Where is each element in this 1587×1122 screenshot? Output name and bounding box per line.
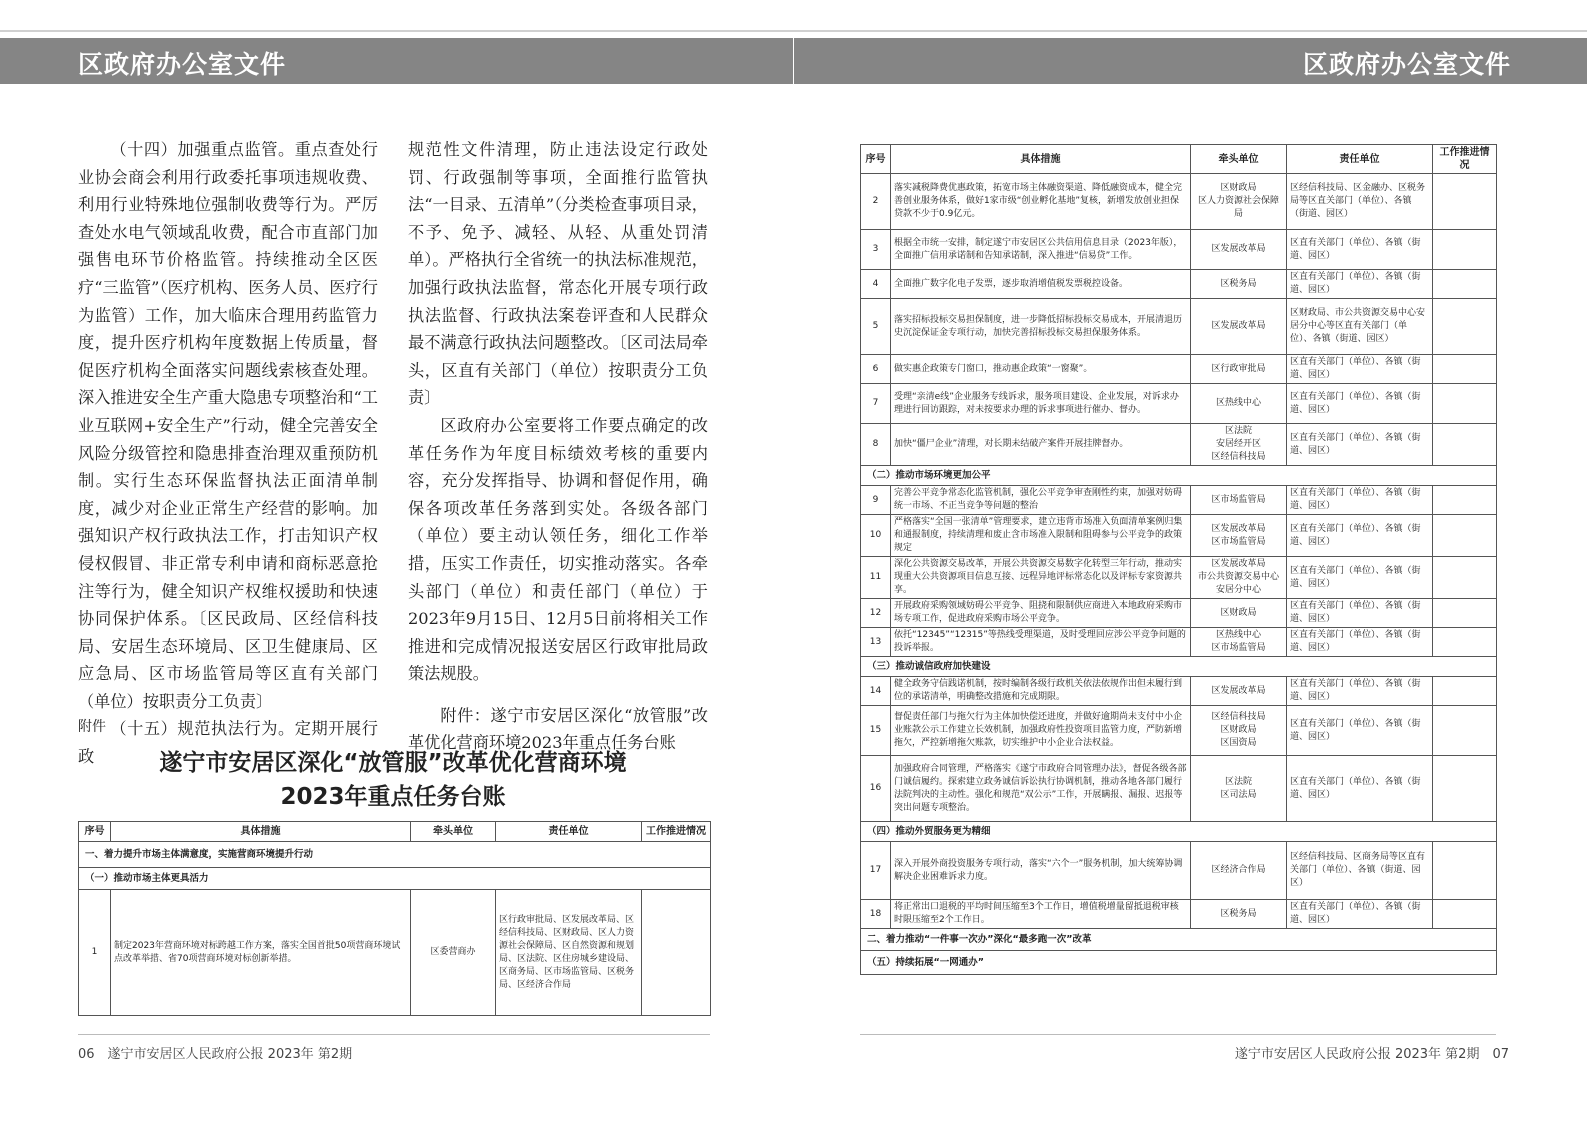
table-header-row [79, 822, 711, 842]
footer-rule-left [78, 1034, 710, 1035]
attachment-note: 附件：遂宁市安居区深化“放管服”改革优化营商环境2023年重点任务台账 [408, 705, 708, 753]
section-row: 一、着力提升市场主体满意度，实施营商环境提升行动 [79, 842, 711, 868]
cell-no: 18 [861, 900, 891, 929]
cell-measure: 健全政务守信践诺机制，按时编制各级行政机关依法依规作出但未履行到位的承诺清单，明确整改措施和完成期限。 [891, 677, 1191, 706]
cell-measure: 受理“亲清e线”企业服务专线诉求，服务项目建设、企业发展，对诉求办理进行回访跟踪，对未按要求办理的诉求事项进行催办、督办。 [891, 384, 1191, 424]
cell-no: 4 [861, 270, 891, 299]
table-row [861, 677, 1497, 706]
cell-lead: 区税务局 [1191, 270, 1287, 299]
cell-no: 5 [861, 299, 891, 355]
table-row [861, 706, 1497, 756]
table-row [861, 299, 1497, 355]
cell-measure: 落实招标投标交易担保制度，进一步降低招标投标交易成本，开展清退历史沉淀保证金专项行动，加快完善招标投标交易担保服务体系。 [891, 299, 1191, 355]
cell-lead: 区市场监管局 [1191, 486, 1287, 515]
cell-progress [1433, 557, 1497, 599]
cell-no: 15 [861, 706, 891, 756]
paragraph-15-cont: 规范性文件清理，防止违法设定行政处罚、行政强制等事项，全面推行监管执法“一目录、五清单”（分类检查事项目录，不予、免予、减轻、从轻、从重处罚清单）。严格执行全省统一的执法标准规范，加强行政执法监督，常态化开展专项行政执法监督、行政执法案卷评查和人民群众最不满意行政执法问题整改。〔区司法局牵头，区直有关部门（单位）按职责分工负责〕 [408, 140, 708, 408]
cell-progress [1433, 174, 1497, 230]
cell-resp: 区直有关部门（单位）、各镇（街道、园区） [1287, 677, 1433, 706]
cell-resp: 区直有关部门（单位）、各镇（街道、园区） [1287, 628, 1433, 657]
cell-resp: 区直有关部门（单位）、各镇（街道、园区） [1287, 706, 1433, 756]
cell-measure: 深化公共资源交易改革，开展公共资源交易数字化转型三年行动，推动实现重大公共资源项目信息互接、远程异地评标常态化以及评标专家资源共享。 [891, 557, 1191, 599]
cell-measure: 督促责任部门与拖欠行为主体加快偿还进度，并做好逾期尚未支付中小企业账款公示工作建立长效机制，加强政府性投资项目监管力度，严防新增拖欠，严控新增拖欠账款，切实维护中小企业合法权益。 [891, 706, 1191, 756]
table-row [861, 486, 1497, 515]
cell-no: 7 [861, 384, 891, 424]
footer-left: 06 遂宁市安居区人民政府公报 2023年 第2期 [78, 1047, 353, 1062]
cell-no: 6 [861, 355, 891, 384]
cell-progress [1433, 706, 1497, 756]
table-row [861, 270, 1497, 299]
footer-right: 遂宁市安居区人民政府公报 2023年 第2期 07 [1234, 1047, 1509, 1062]
subsection-row: 二、着力推动“一件事一次办”深化“最多跑一次”改革 [861, 929, 1497, 951]
table-row [861, 842, 1497, 900]
cell-measure: 严格落实“全国一张清单”管理要求，建立违背市场准入负面清单案例归集和通报制度，持续清理和废止含市场准入限制和阻碍参与公平竞争的政策规定 [891, 515, 1191, 557]
cell-lead: 区财政局 区人力资源社会保障局 [1191, 174, 1287, 230]
cell-resp: 区直有关部门（单位）、各镇（街道、园区） [1287, 515, 1433, 557]
cell-no: 10 [861, 515, 891, 557]
subsection-row: （二）推动市场环境更加公平 [861, 466, 1497, 486]
cell-resp: 区行政审批局、区发展改革局、区经信科技局、区财政局、区人力资源社会保障局、区自然资源和规划局、区法院、区住房城乡建设局、区商务局、区市场监管局、区税务局、区经济合作局 [496, 890, 642, 1016]
attachment-label: 附件 [78, 719, 106, 735]
right-task-table [860, 144, 1497, 975]
cell-lead: 区热线中心 区市场监管局 [1191, 628, 1287, 657]
table-row [861, 599, 1497, 628]
cell-measure: 加快“僵尸企业”清理，对长期未结破产案件开展挂牌督办。 [891, 424, 1191, 466]
th-progress: 工作推进情况 [1433, 145, 1497, 174]
cell-measure: 开展政府采购领域妨碍公平竞争、阻挠和限制供应商进入本地政府采购市场专项工作，促进政府采购市场公平竞争。 [891, 599, 1191, 628]
header-title-left: 区政府办公室文件 [78, 50, 287, 79]
paragraph-14: （十四）加强重点监管。重点查处行业协会商会利用行政委托事项违规收费、利用行业特殊地位强制收费等行为。严厉查处水电气领域乱收费，配合市直部门加强售电环节价格监管。持续推动全区医疗“三监管”（医疗机构、医务人员、医疗行为监管）工作，加大临床合理用药监管力度，提升医疗机构年度数据上传质量，督促医疗机构全面落实问题线索核查处理。深入推进安全生产重大隐患专项整治和“工业互联网+安全生产”行动，健全完善安全风险分级管控和隐患排查治理双重预防机制。实行生态环保监督执法正面清单制度，减少对企业正常生产经营的影响。加强知识产权行政执法工作，打击知识产权侵权假冒、非正常专利申请和商标恶意抢注等行为，健全知识产权维权援助和快速协同保护体系。〔区民政局、区经信科技局、安居生态环境局、区卫生健康局、区应急局、区市场监管局等区直有关部门（单位）按职责分工负责〕 [78, 140, 378, 711]
cell-progress [1433, 515, 1497, 557]
footer-rule-right [860, 1034, 1496, 1035]
cell-resp: 区直有关部门（单位）、各镇（街道、园区） [1287, 486, 1433, 515]
table-row [861, 756, 1497, 822]
cell-resp: 区直有关部门（单位）、各镇（街道、园区） [1287, 756, 1433, 822]
cell-no: 16 [861, 756, 891, 822]
cell-progress [1433, 900, 1497, 929]
cell-progress [1433, 677, 1497, 706]
cell-lead: 区法院 区司法局 [1191, 756, 1287, 822]
cell-resp: 区直有关部门（单位）、各镇（街道、园区） [1287, 424, 1433, 466]
cell-resp: 区直有关部门（单位）、各镇（街道、园区） [1287, 270, 1433, 299]
cell-measure: 加强政府合同管理，严格落实《遂宁市政府合同管理办法》，督促各级各部门诚信履约。探索建立政务诚信诉讼执行协调机制，推动各地各部门履行法院判决的主动性。强化和规范“双公示”工作，开展瞒报、漏报、迟报等突出问题专项整治。 [891, 756, 1191, 822]
cell-no: 13 [861, 628, 891, 657]
top-rule [0, 30, 1587, 32]
cell-measure: 将正常出口退税的平均时间压缩至3个工作日，增值税增量留抵退税审核时限压缩至2个工作日。 [891, 900, 1191, 929]
cell-progress [1433, 628, 1497, 657]
cell-resp: 区直有关部门（单位）、各镇（街道、园区） [1287, 599, 1433, 628]
table-header-row [861, 145, 1497, 174]
table-row [861, 174, 1497, 230]
cell-resp: 区直有关部门（单位）、各镇（街道、园区） [1287, 900, 1433, 929]
subsection-row: （五）持续拓展“一网通办” [861, 951, 1497, 975]
cell-resp: 区直有关部门（单位）、各镇（街道、园区） [1287, 384, 1433, 424]
cell-progress [1433, 756, 1497, 822]
cell-no: 3 [861, 230, 891, 270]
th-lead: 牵头单位 [1191, 145, 1287, 174]
cell-lead: 区经信科技局 区财政局 区国资局 [1191, 706, 1287, 756]
cell-progress [1433, 599, 1497, 628]
cell-lead: 区法院 安居经开区 区经信科技局 [1191, 424, 1287, 466]
paragraph-office: 区政府办公室要将工作要点确定的改革任务作为年度目标绩效考核的重要内容，充分发挥指导、协调和督促作用，确保各项改革任务落到实处。各级各部门（单位）要主动认领任务，细化工作举措，压实工作责任，切实推动落实。各牵头部门（单位）和责任部门（单位）于2023年9月15日、12月5日前将相关工作推进和完成情况报送安居区行政审批局政策法规股。 [408, 415, 708, 684]
cell-progress [1433, 486, 1497, 515]
cell-no: 8 [861, 424, 891, 466]
cell-progress [1433, 355, 1497, 384]
cell-lead: 区行政审批局 [1191, 355, 1287, 384]
th-progress: 工作推进情况 [642, 822, 711, 842]
table-row [79, 890, 711, 1016]
cell-no: 17 [861, 842, 891, 900]
cell-resp: 区直有关部门（单位）、各镇（街道、园区） [1287, 557, 1433, 599]
cell-lead: 区税务局 [1191, 900, 1287, 929]
cell-measure: 深入开展外商投资服务专项行动，落实“六个一”服务机制，加大统筹协调解决企业困难诉求力度。 [891, 842, 1191, 900]
cell-lead: 区财政局 [1191, 599, 1287, 628]
cell-resp: 区直有关部门（单位）、各镇（街道、园区） [1287, 355, 1433, 384]
th-no: 序号 [861, 145, 891, 174]
cell-progress [1433, 384, 1497, 424]
doc-title-line1: 遂宁市安居区深化“放管服”改革优化营商环境 [159, 750, 627, 776]
subsection-row: （一）推动市场主体更具活力 [79, 868, 711, 890]
cell-no: 14 [861, 677, 891, 706]
table-row [861, 515, 1497, 557]
cell-lead: 区发展改革局 [1191, 677, 1287, 706]
th-lead: 牵头单位 [411, 822, 496, 842]
cell-measure: 全面推广数字化电子发票，逐步取消增值税发票税控设备。 [891, 270, 1191, 299]
doc-title-line2: 2023年重点任务台账 [280, 784, 506, 810]
table-row [861, 900, 1497, 929]
table-row [861, 384, 1497, 424]
cell-lead: 区委营商办 [411, 890, 496, 1016]
cell-resp: 区经信科技局、区商务局等区直有关部门（单位）、各镇（街道、园区） [1287, 842, 1433, 900]
table-row [861, 230, 1497, 270]
cell-progress [642, 890, 711, 1016]
th-resp: 责任单位 [1287, 145, 1433, 174]
cell-resp: 区财政局、市公共资源交易中心安居分中心等区直有关部门（单位）、各镇（街道、园区） [1287, 299, 1433, 355]
cell-no: 2 [861, 174, 891, 230]
header-title-right: 区政府办公室文件 [1302, 50, 1511, 79]
paragraph-15-start: （十五）规范执法行为。定期开展行政 [78, 719, 378, 767]
table-row [861, 424, 1497, 466]
table-row [861, 557, 1497, 599]
cell-measure: 根据全市统一安排，制定遂宁市安居区公共信用信息目录（2023年版），全面推广信用承诺制和告知承诺制，深入推进“信易贷”工作。 [891, 230, 1191, 270]
th-no: 序号 [79, 822, 111, 842]
th-measure: 具体措施 [891, 145, 1191, 174]
cell-progress [1433, 424, 1497, 466]
cell-measure: 完善公平竞争常态化监管机制，强化公平竞争审查刚性约束，加强对妨碍统一市场、不正当竞争等问题的整治 [891, 486, 1191, 515]
cell-lead: 区发展改革局 区市场监管局 [1191, 515, 1287, 557]
subsection-row: （三）推动诚信政府加快建设 [861, 657, 1497, 677]
cell-progress [1433, 230, 1497, 270]
left-task-table [78, 821, 711, 1016]
cell-progress [1433, 299, 1497, 355]
cell-resp: 区直有关部门（单位）、各镇（街道、园区） [1287, 230, 1433, 270]
subsection-row: （四）推动外贸服务更为精细 [861, 822, 1497, 842]
cell-measure: 依托“12345”“12315”等热线受理渠道，及时受理回应涉公平竞争问题的投诉举报。 [891, 628, 1191, 657]
cell-resp: 区经信科技局、区金融办、区税务局等区直关部门（单位）、各镇（街道、园区） [1287, 174, 1433, 230]
cell-lead: 区发展改革局 [1191, 230, 1287, 270]
cell-lead: 区发展改革局 市公共资源交易中心 安居分中心 [1191, 557, 1287, 599]
cell-measure: 落实减税降费优惠政策，拓宽市场主体融资渠道、降低融资成本，健全完善创业服务体系，做好1家市级“创业孵化基地”复核，新增发放创业担保贷款不少于0.9亿元。 [891, 174, 1191, 230]
th-resp: 责任单位 [496, 822, 642, 842]
left-column-2 [408, 136, 708, 757]
cell-no: 11 [861, 557, 891, 599]
table-row [861, 628, 1497, 657]
cell-lead: 区热线中心 [1191, 384, 1287, 424]
left-column-1 [78, 136, 378, 771]
cell-measure: 制定2023年营商环境对标跨越工作方案，落实全国首批50项营商环境试点改革举措、省70项营商环境对标创新举措。 [111, 890, 411, 1016]
table-row [861, 355, 1497, 384]
cell-lead: 区经济合作局 [1191, 842, 1287, 900]
cell-progress [1433, 270, 1497, 299]
cell-no: 9 [861, 486, 891, 515]
cell-no: 1 [79, 890, 111, 1016]
th-measure: 具体措施 [111, 822, 411, 842]
cell-no: 12 [861, 599, 891, 628]
cell-lead: 区发展改革局 [1191, 299, 1287, 355]
cell-progress [1433, 842, 1497, 900]
cell-measure: 做实惠企政策专门窗口，推动惠企政策“一窗聚”。 [891, 355, 1191, 384]
